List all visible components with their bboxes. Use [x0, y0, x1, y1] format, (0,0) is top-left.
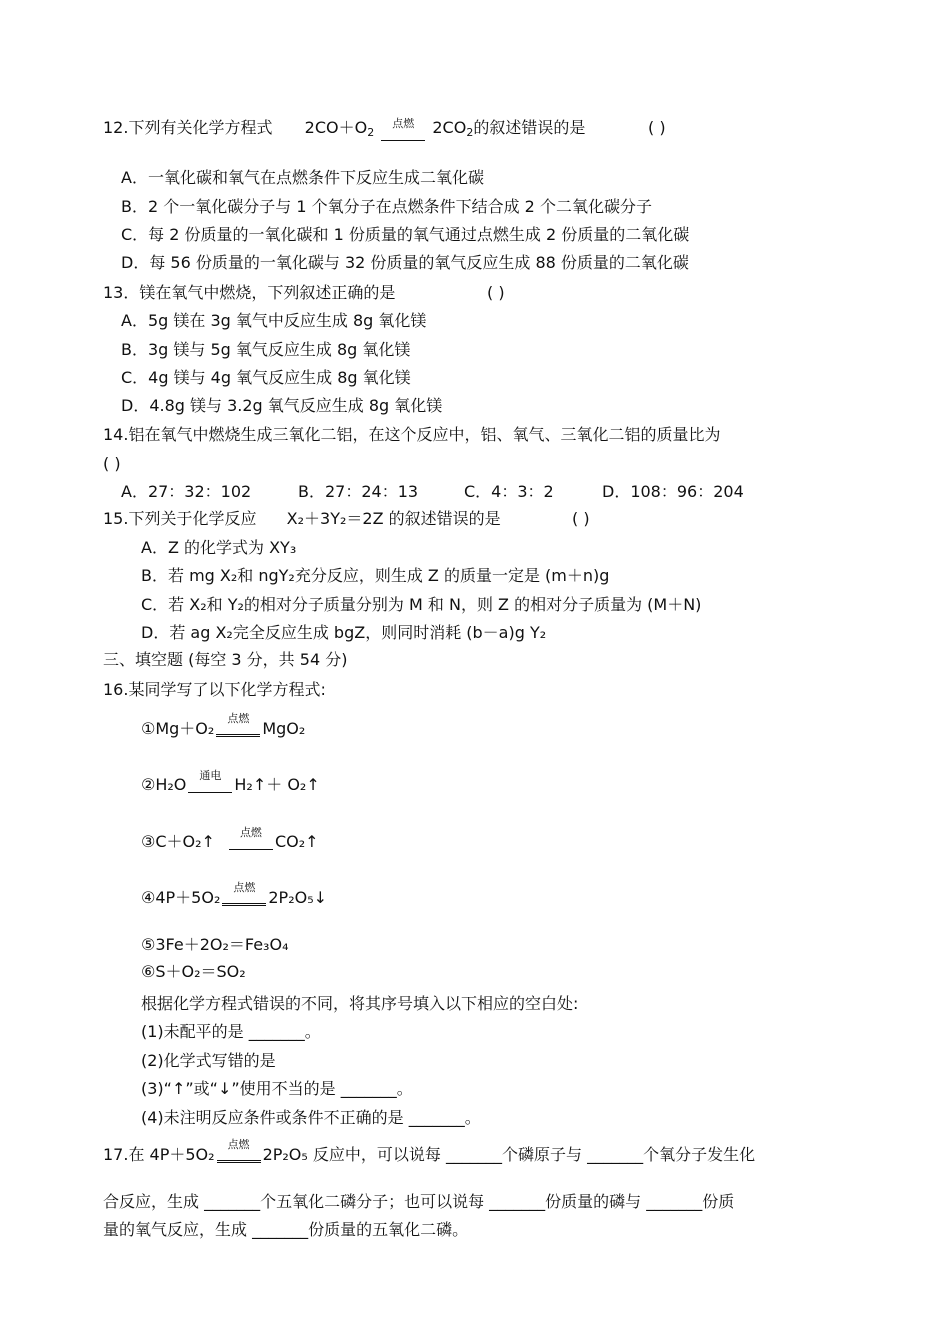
q16-sub-question-4: (4)未注明反应条件或条件不正确的是 _______。: [141, 1108, 481, 1127]
q17-condition: [217, 1138, 261, 1165]
q12-answer-paren: ( ): [648, 118, 666, 137]
q12-stem: 12.下列有关化学方程式: [103, 118, 273, 137]
eq4-cond-label: 点燃: [233, 881, 256, 894]
q13-answer-paren: ( ): [487, 283, 505, 302]
q15-option-c: C．若 X₂和 Y₂的相对分子质量分别为 M 和 N，则 Z 的相对分子质量为 (M＋N): [141, 595, 702, 614]
q13-option-a: A．5g 镁在 3g 氧气中反应生成 8g 氧化镁: [121, 311, 427, 330]
q15-answer-paren: ( ): [572, 509, 590, 528]
q17-lead: 17.在 4P＋5O₂: [103, 1145, 215, 1164]
q14-answer-paren: ( ): [103, 454, 121, 473]
q12-stem-line: [103, 118, 585, 143]
q13-option-c: C．4g 镁与 4g 氧气反应生成 8g 氧化镁: [121, 368, 411, 387]
eq4-condition: [222, 881, 266, 908]
q17-line-2: 合反应，生成 _______个五氧化二磷分子；也可以说每 _______份质量的磷与 _______份质: [103, 1192, 735, 1211]
eq2-left: ②H₂O: [141, 775, 187, 794]
eq4-left: ④4P＋5O₂: [141, 888, 221, 907]
q15-equation: X₂＋3Y₂＝2Z 的叙述错误的是: [286, 509, 501, 528]
q16-sub-question-3: (3)“↑”或“↓”使用不当的是 _______。: [141, 1079, 413, 1098]
q13-option-b: B．3g 镁与 5g 氧气反应生成 8g 氧化镁: [121, 340, 411, 359]
q16-equation-4: [141, 881, 328, 908]
q15-option-d: D．若 ag X₂完全反应生成 bgZ，则同时消耗 (b－a)g Y₂: [141, 623, 547, 642]
eq2-cond-label: 通电: [199, 769, 222, 782]
q12-eq-right-sub: 2: [466, 126, 474, 139]
eq1-right: MgO₂: [262, 719, 306, 738]
q16-equation-3: [141, 826, 319, 852]
q12-option-d: D．每 56 份质量的一氧化碳与 32 份质量的氧气反应生成 88 份质量的二氧化碳: [121, 253, 689, 272]
q16-stem: 16.某同学写了以下化学方程式:: [103, 680, 326, 699]
q12-reaction-condition: [381, 117, 425, 143]
q14-option-d: D．108：96：204: [602, 482, 744, 501]
section-3-heading: 三、填空题 (每空 3 分，共 54 分): [103, 650, 348, 669]
eq1-cond-label: 点燃: [227, 712, 250, 725]
eq2-condition: [188, 769, 232, 795]
eq3-left: ③C＋O₂↑: [141, 832, 215, 851]
q16-equation-1: [141, 712, 306, 739]
q12-option-b: B．2 个一氧化碳分子与 1 个氧分子在点燃条件下结合成 2 个二氧化碳分子: [121, 197, 652, 216]
q12-option-a: A．一氧化碳和氧气在点燃条件下反应生成二氧化碳: [121, 168, 484, 187]
q14-stem: 14.铝在氧气中燃烧生成三氧化二铝，在这个反应中，铝、氧气、三氧化二铝的质量比为: [103, 425, 721, 444]
q12-option-c: C．每 2 份质量的一氧化碳和 1 份质量的氧气通过点燃生成 2 份质量的二氧化碳: [121, 225, 690, 244]
eq3-right: CO₂↑: [274, 832, 319, 851]
q16-equation-5: ⑤3Fe＋2O₂＝Fe₃O₄: [141, 935, 289, 954]
q16-sub-question-1: (1)未配平的是 _______。: [141, 1022, 321, 1041]
eq4-right: 2P₂O₅↓: [268, 888, 328, 907]
q16-equation-2: [141, 769, 320, 795]
eq2-right: H₂↑＋ O₂↑: [234, 775, 320, 794]
q14-option-a: A．27：32：102: [121, 482, 252, 501]
q12-eq-left: 2CO＋O: [304, 118, 368, 137]
eq1-left: ①Mg＋O₂: [141, 719, 215, 738]
q13-option-d: D．4.8g 镁与 3.2g 氧气反应生成 8g 氧化镁: [121, 396, 443, 415]
q12-cond-label: 点燃: [392, 117, 415, 130]
q16-sub-question-2: (2)化学式写错的是: [141, 1051, 276, 1070]
q17-line-3: 量的氧气反应，生成 _______份质量的五氧化二磷。: [103, 1220, 469, 1239]
q15-option-a: A．Z 的化学式为 XY₃: [141, 538, 297, 557]
q15-option-b: B．若 mg X₂和 ngY₂充分反应，则生成 Z 的质量一定是 (m＋n)g: [141, 566, 610, 585]
q15-stem-line: [103, 509, 501, 529]
q17-line-1: [103, 1138, 756, 1165]
q15-stem: 15.下列关于化学反应: [103, 509, 257, 528]
eq3-cond-label: 点燃: [239, 826, 262, 839]
q12-eq-right: 2CO: [432, 118, 467, 137]
q12-eq-sub: 2: [367, 126, 375, 139]
q16-equation-6: ⑥S＋O₂＝SO₂: [141, 962, 246, 981]
q12-tail: 的叙述错误的是: [473, 118, 586, 137]
eq3-condition: [229, 826, 273, 852]
q17-rest: 2P₂O₅ 反应中，可以说每 _______个磷原子与 _______个氧分子发生化: [262, 1145, 756, 1164]
q17-cond-label: 点燃: [227, 1138, 250, 1151]
q14-option-b: B．27：24：13: [298, 482, 419, 501]
q14-option-c: C．4：3：2: [464, 482, 554, 501]
q16-instruction: 根据化学方程式错误的不同，将其序号填入以下相应的空白处:: [141, 994, 579, 1013]
eq1-condition: [216, 712, 260, 739]
q13-stem: 13．镁在氧气中燃烧，下列叙述正确的是: [103, 283, 396, 302]
